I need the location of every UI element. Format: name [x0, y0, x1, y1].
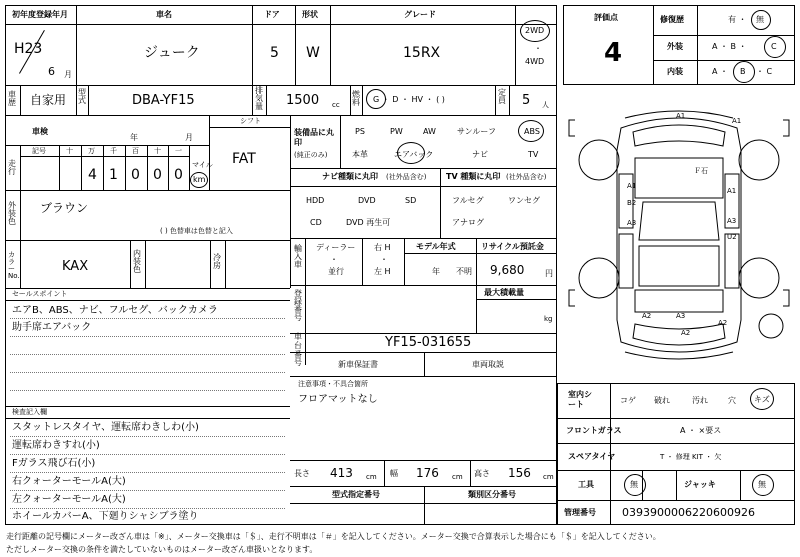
notes-label: 注意事項・不具合箇所	[298, 380, 368, 388]
color-repaint-note: ( ) 色替車は色替と記入	[160, 227, 233, 235]
glass-options: A ・ ×要ス	[680, 426, 722, 435]
inspector-line-6: ホイールカバーA、下廻りシャシブラ塗り	[12, 511, 199, 522]
color-label: 外装色	[8, 201, 16, 226]
equip-navi: ナビ	[472, 150, 488, 159]
type-no-label: 型式指定番号	[332, 490, 380, 499]
jack-none: 無	[758, 480, 766, 489]
inspector-line-3: Fガラス飛び石(小)	[12, 458, 96, 469]
interior-b: B	[740, 67, 746, 76]
first-reg-era: H23	[14, 41, 43, 57]
inspection-month: 月	[185, 133, 193, 142]
car-name-value: ジューク	[144, 45, 200, 61]
height-label: 高さ	[474, 469, 490, 478]
type-label: 型式	[78, 88, 86, 105]
fuel-label: 燃料	[352, 90, 360, 107]
door-label: ドア	[264, 10, 280, 19]
sales-points-label: セールスポイント	[12, 290, 68, 298]
glass-label: フロントガラス	[566, 426, 622, 435]
length-value: 413	[330, 466, 353, 480]
navi-sd: SD	[405, 196, 417, 205]
diag-a3-rear: A3	[676, 312, 686, 320]
mile-label: マイル	[192, 161, 213, 169]
navi-cd: CD	[310, 218, 322, 227]
mileage-unit-2: 万	[88, 147, 95, 155]
diag-a1-right: A1	[732, 117, 742, 125]
seat-tear: 破れ	[654, 396, 670, 405]
model-year-label: モデル年式	[416, 242, 456, 251]
import-left-h: 左 H	[374, 267, 391, 276]
equip-ps: PS	[355, 127, 365, 136]
import-dot: ・	[330, 255, 338, 264]
import-label: 輸入車	[294, 244, 302, 269]
usage-label: 車歴	[8, 90, 16, 107]
interior-color-label: 内装色	[133, 249, 141, 274]
diag-a2-bottom: A2	[681, 329, 691, 337]
shift-value: FAT	[232, 151, 256, 167]
diag-u2-right: U2	[727, 233, 737, 241]
inspector-label: 検査記入欄	[12, 408, 47, 416]
first-reg-label: 初年度登録年月	[12, 10, 68, 19]
mgmt-value: 0393900006220600926	[622, 506, 755, 519]
spare-label: スペアタイヤ	[568, 452, 616, 461]
mileage-unit-6: 一	[175, 147, 182, 155]
capacity-value: 5	[522, 93, 531, 108]
equip-aw: AW	[423, 127, 436, 136]
interior-options-c: ・ C	[756, 67, 773, 76]
inspector-line-2: 運転席わきすれ(小)	[12, 440, 100, 451]
color-value: ブラウン	[40, 201, 89, 215]
navi-hdd: HDD	[306, 196, 325, 205]
repair-label: 修復歴	[660, 15, 684, 24]
mileage-digit-4: 0	[153, 167, 162, 183]
max-load-unit: kg	[544, 315, 553, 323]
mileage-digit-5: 0	[174, 167, 183, 183]
height-value: 156	[508, 466, 531, 480]
seat-dirt: 汚れ	[692, 396, 708, 405]
mileage-digit-1: 4	[88, 167, 97, 183]
capacity-unit: 人	[542, 101, 549, 109]
seat-scratch: キズ	[754, 395, 770, 404]
tv-analog: アナログ	[452, 218, 484, 227]
recycle-label: リサイクル預託金	[481, 242, 544, 251]
capacity-label: 定員	[498, 88, 506, 105]
drive-4wd: 4WD	[525, 57, 545, 66]
recycle-value: 9,680	[490, 263, 525, 277]
footer-line-1: 走行距離の記号欄にメーター改ざん車は「※」、メーター交換車は「＄」、走行不明車は「＃」を記入してください。メーター交換で合算表示した場合にも「＄」を記入してください。	[6, 532, 661, 541]
length-label: 長さ	[294, 469, 310, 478]
equip-abs: ABS	[524, 127, 540, 136]
new-car-warranty: 新車保証書	[338, 360, 378, 369]
grade-value: 15RX	[403, 45, 441, 61]
exterior-label: 外装	[667, 42, 683, 51]
mileage-unit-5: 十	[154, 147, 161, 155]
width-unit: cm	[452, 473, 463, 481]
jack-label: ジャッキ	[684, 480, 716, 489]
mgmt-label: 管理番号	[564, 508, 596, 517]
width-value: 176	[416, 466, 439, 480]
score-label: 評価点	[594, 13, 618, 22]
tv-sub: (社外品含む)	[506, 173, 547, 181]
vehicle-manual: 車両取説	[472, 360, 504, 369]
diag-a1-front: A1	[676, 112, 686, 120]
seat-label: 室内シート	[568, 390, 592, 410]
interior-label: 内装	[667, 67, 683, 76]
cc-unit: cc	[332, 101, 340, 109]
exterior-options: A ・ B ・	[712, 42, 747, 51]
equip-leather: 本革	[352, 150, 368, 159]
navi-sub: (社外品含む)	[386, 173, 427, 181]
score-value: 4	[604, 38, 623, 68]
import-right-h: 右 H	[374, 243, 391, 252]
max-load-label: 最大積載量	[484, 288, 524, 297]
cooler-label: 冷房	[213, 253, 221, 270]
interior-options-a: A ・	[712, 67, 729, 76]
footer-line-2: ただしメーター交換の条件を満たしていないものはメーター改ざん車扱いとなります。	[6, 545, 318, 554]
tools-none: 無	[630, 480, 638, 489]
mileage-unit-3: 千	[110, 147, 117, 155]
model-code-value: DBA-YF15	[132, 93, 195, 108]
diag-f-stone: Ｆ石	[694, 167, 708, 175]
sales-point-line-2: 助手席エアバック	[12, 322, 92, 333]
doors-value: 5	[270, 45, 279, 61]
tv-oneseg: ワンセグ	[508, 196, 540, 205]
mileage-kigou-label: 記号	[32, 147, 46, 155]
diag-a3-left: A3	[627, 219, 637, 227]
equipment-label: 装備品に丸印	[294, 128, 334, 148]
inspection-year: 年	[130, 133, 138, 142]
exterior-c: C	[771, 42, 777, 51]
damage-diagram	[563, 90, 795, 380]
inspector-line-4: 右クォーターモールA(大)	[12, 476, 126, 487]
import-dealer: ディーラー	[316, 243, 356, 252]
mileage-unit-1: 十	[66, 147, 73, 155]
chassis-label: 車台番号	[294, 332, 302, 368]
mileage-label: 走行	[8, 159, 16, 176]
color-no-value: KAX	[62, 259, 89, 274]
sales-point-line-1: エアB、ABS、ナビ、フルセグ、バックカメラ	[12, 305, 218, 316]
displacement-label: 排気量	[255, 86, 263, 111]
height-unit: cm	[543, 473, 554, 481]
notes-value: フロアマットなし	[298, 394, 378, 405]
drive-dot: ・	[534, 44, 542, 53]
diag-a2-rear-right: A2	[718, 319, 728, 327]
equip-airbag: エアバック	[394, 150, 434, 159]
diag-a1-left: A1	[627, 182, 637, 190]
diag-a1-right-2: A1	[727, 187, 737, 195]
class-no-label: 類別区分番号	[468, 490, 516, 499]
inspector-line-1: スタットレスタイヤ、運転席わきしわ(小)	[12, 422, 199, 433]
spare-options: T ・ 修理 KIT ・ 欠	[660, 453, 722, 461]
km-unit: km	[193, 175, 206, 184]
reg-no-label: 登録番号	[294, 289, 302, 322]
car-name-label: 車名	[156, 10, 172, 19]
repair-options: 有 ・	[728, 15, 747, 24]
tv-label: TV 種類に丸印	[446, 172, 501, 181]
color-no-label: カラーNo.	[8, 251, 20, 280]
import-parallel: 並行	[328, 267, 344, 276]
mileage-digit-3: 0	[131, 167, 140, 183]
diag-a3-right: A3	[727, 217, 737, 225]
fuel-options: G ・ D ・ HV ・ ( )	[373, 95, 445, 104]
displacement-value: 1500	[286, 93, 320, 108]
model-year-unknown: 不明	[456, 267, 472, 276]
tv-fullseg: フルセグ	[452, 196, 484, 205]
shape-value: W	[306, 45, 320, 61]
shift-label: シフト	[240, 117, 261, 125]
inspector-line-5: 左クォーターモールA(大)	[12, 494, 126, 505]
shape-label: 形状	[302, 10, 318, 19]
model-year-unit: 年	[432, 267, 440, 276]
tools-label: 工具	[578, 480, 594, 489]
chassis-value: YF15-031655	[385, 335, 472, 350]
usage-value: 自家用	[30, 93, 67, 107]
seat-hole: 穴	[728, 396, 736, 405]
equip-tv: TV	[528, 150, 539, 159]
navi-dvd: DVD	[358, 196, 376, 205]
import-dot-2: ・	[380, 255, 388, 264]
first-reg-month-unit: 月	[64, 70, 72, 79]
length-unit: cm	[366, 473, 377, 481]
seat-burn: コゲ	[620, 396, 636, 405]
repair-none: 無	[756, 15, 764, 24]
equip-pw: PW	[390, 127, 403, 136]
equipment-sub: (純正のみ)	[294, 151, 328, 159]
recycle-yen: 円	[545, 269, 553, 278]
inspection-label: 車検	[32, 127, 48, 136]
navi-dvd-play: DVD 再生可	[346, 218, 391, 227]
equip-sunroof: サンルーフ	[457, 127, 496, 136]
mileage-unit-4: 百	[132, 147, 139, 155]
diag-b2-left: B2	[627, 199, 637, 207]
mileage-digit-2: 1	[109, 167, 118, 183]
grade-label: グレード	[404, 10, 436, 19]
diag-a2-rear-left: A2	[642, 312, 652, 320]
first-reg-month: 6	[48, 65, 55, 78]
navi-label: ナビ種類に丸印	[322, 172, 378, 181]
width-label: 幅	[390, 469, 398, 478]
drive-2wd: 2WD	[525, 26, 545, 35]
